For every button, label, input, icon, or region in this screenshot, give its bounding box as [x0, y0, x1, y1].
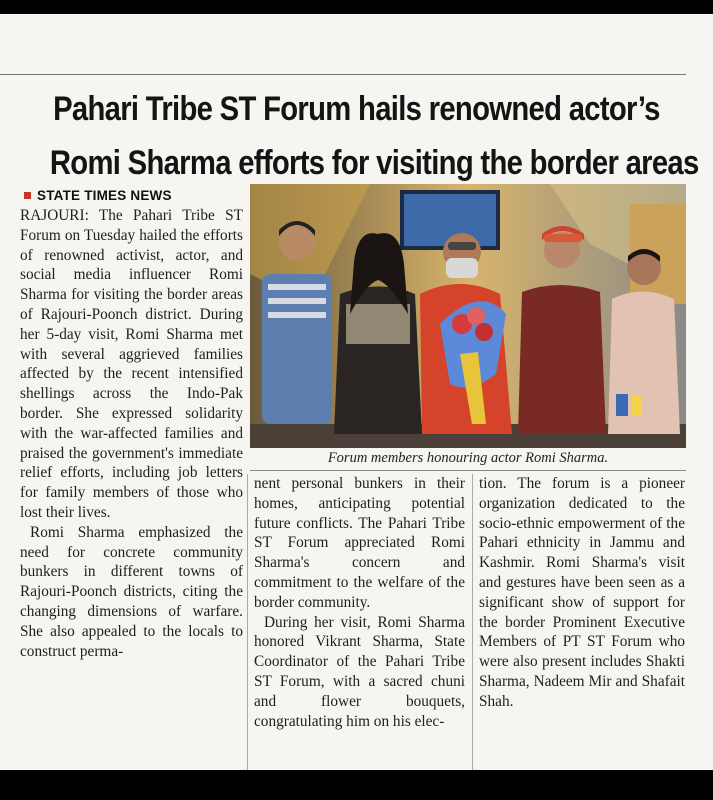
- photo-caption: Forum members honouring actor Romi Sharma.: [250, 450, 686, 471]
- forum-members-photo: [250, 184, 686, 448]
- column-divider: [472, 474, 473, 770]
- paragraph-1: RAJOURI: The Pahari Tribe ST Forum on Tuesday hailed the efforts of renowned activist, actor, and social media influencer Romi Sharma for visiting the border areas of Rajouri-Poonch district. During her 5-day visit, Romi Sharma met with several aggrieved families affected by the recent intensified shellings across the Indo-Pak border. She expressed solidarity with the war-affected families and praised the government's immediate relief efforts, including job letters for family members of those who lost their lives.: [20, 207, 243, 521]
- paragraph-2-part-1: Romi Sharma emphasized the need for concrete community bunkers in different towns of Rajouri-Poonch districts, citing the changing dimensions of warfare. She also appealed to the locals to construct perma-: [20, 523, 243, 660]
- headline-line-1: Pahari Tribe ST Forum hails renowned actor’s: [53, 90, 660, 128]
- article-column-3: [479, 474, 685, 712]
- headline: [49, 82, 699, 190]
- paragraph-2-part-2: nent personal bunkers in their homes, anticipating potential future conflicts. The Pahari Tribe ST Forum appreciated Romi Sharma's concern and commitment to the welfare of the border community.: [254, 475, 465, 611]
- article-column-1: [20, 187, 243, 661]
- top-rule: [0, 74, 686, 75]
- article-photo: [250, 184, 686, 448]
- newspaper-clipping: [0, 14, 713, 770]
- byline: [20, 187, 243, 205]
- headline-line-2: Romi Sharma efforts for visiting the border areas: [49, 144, 699, 182]
- column-divider: [247, 474, 248, 770]
- paragraph-3-part-1: During her visit, Romi Sharma honored Vikrant Sharma, State Coordinator of the Pahari Tribe ST Forum, with a sacred chuni and flower bouquets, congratulating him on his elec-: [254, 613, 465, 730]
- byline-square-icon: [24, 192, 31, 199]
- byline-text: STATE TIMES NEWS: [37, 188, 172, 203]
- article-column-2: [254, 474, 465, 731]
- paragraph-3-part-2: tion. The forum is a pioneer organization dedicated to the socio-ethnic empowerment of the Pahari ethnicity in Jammu and Kashmir. Romi Sharma's visit and gestures have been seen as a significant show of support for the border Prominent Executive Members of PT ST Forum who were also present includes Shakti Sharma, Nadeem Mir and Shafait Shah.: [479, 475, 685, 710]
